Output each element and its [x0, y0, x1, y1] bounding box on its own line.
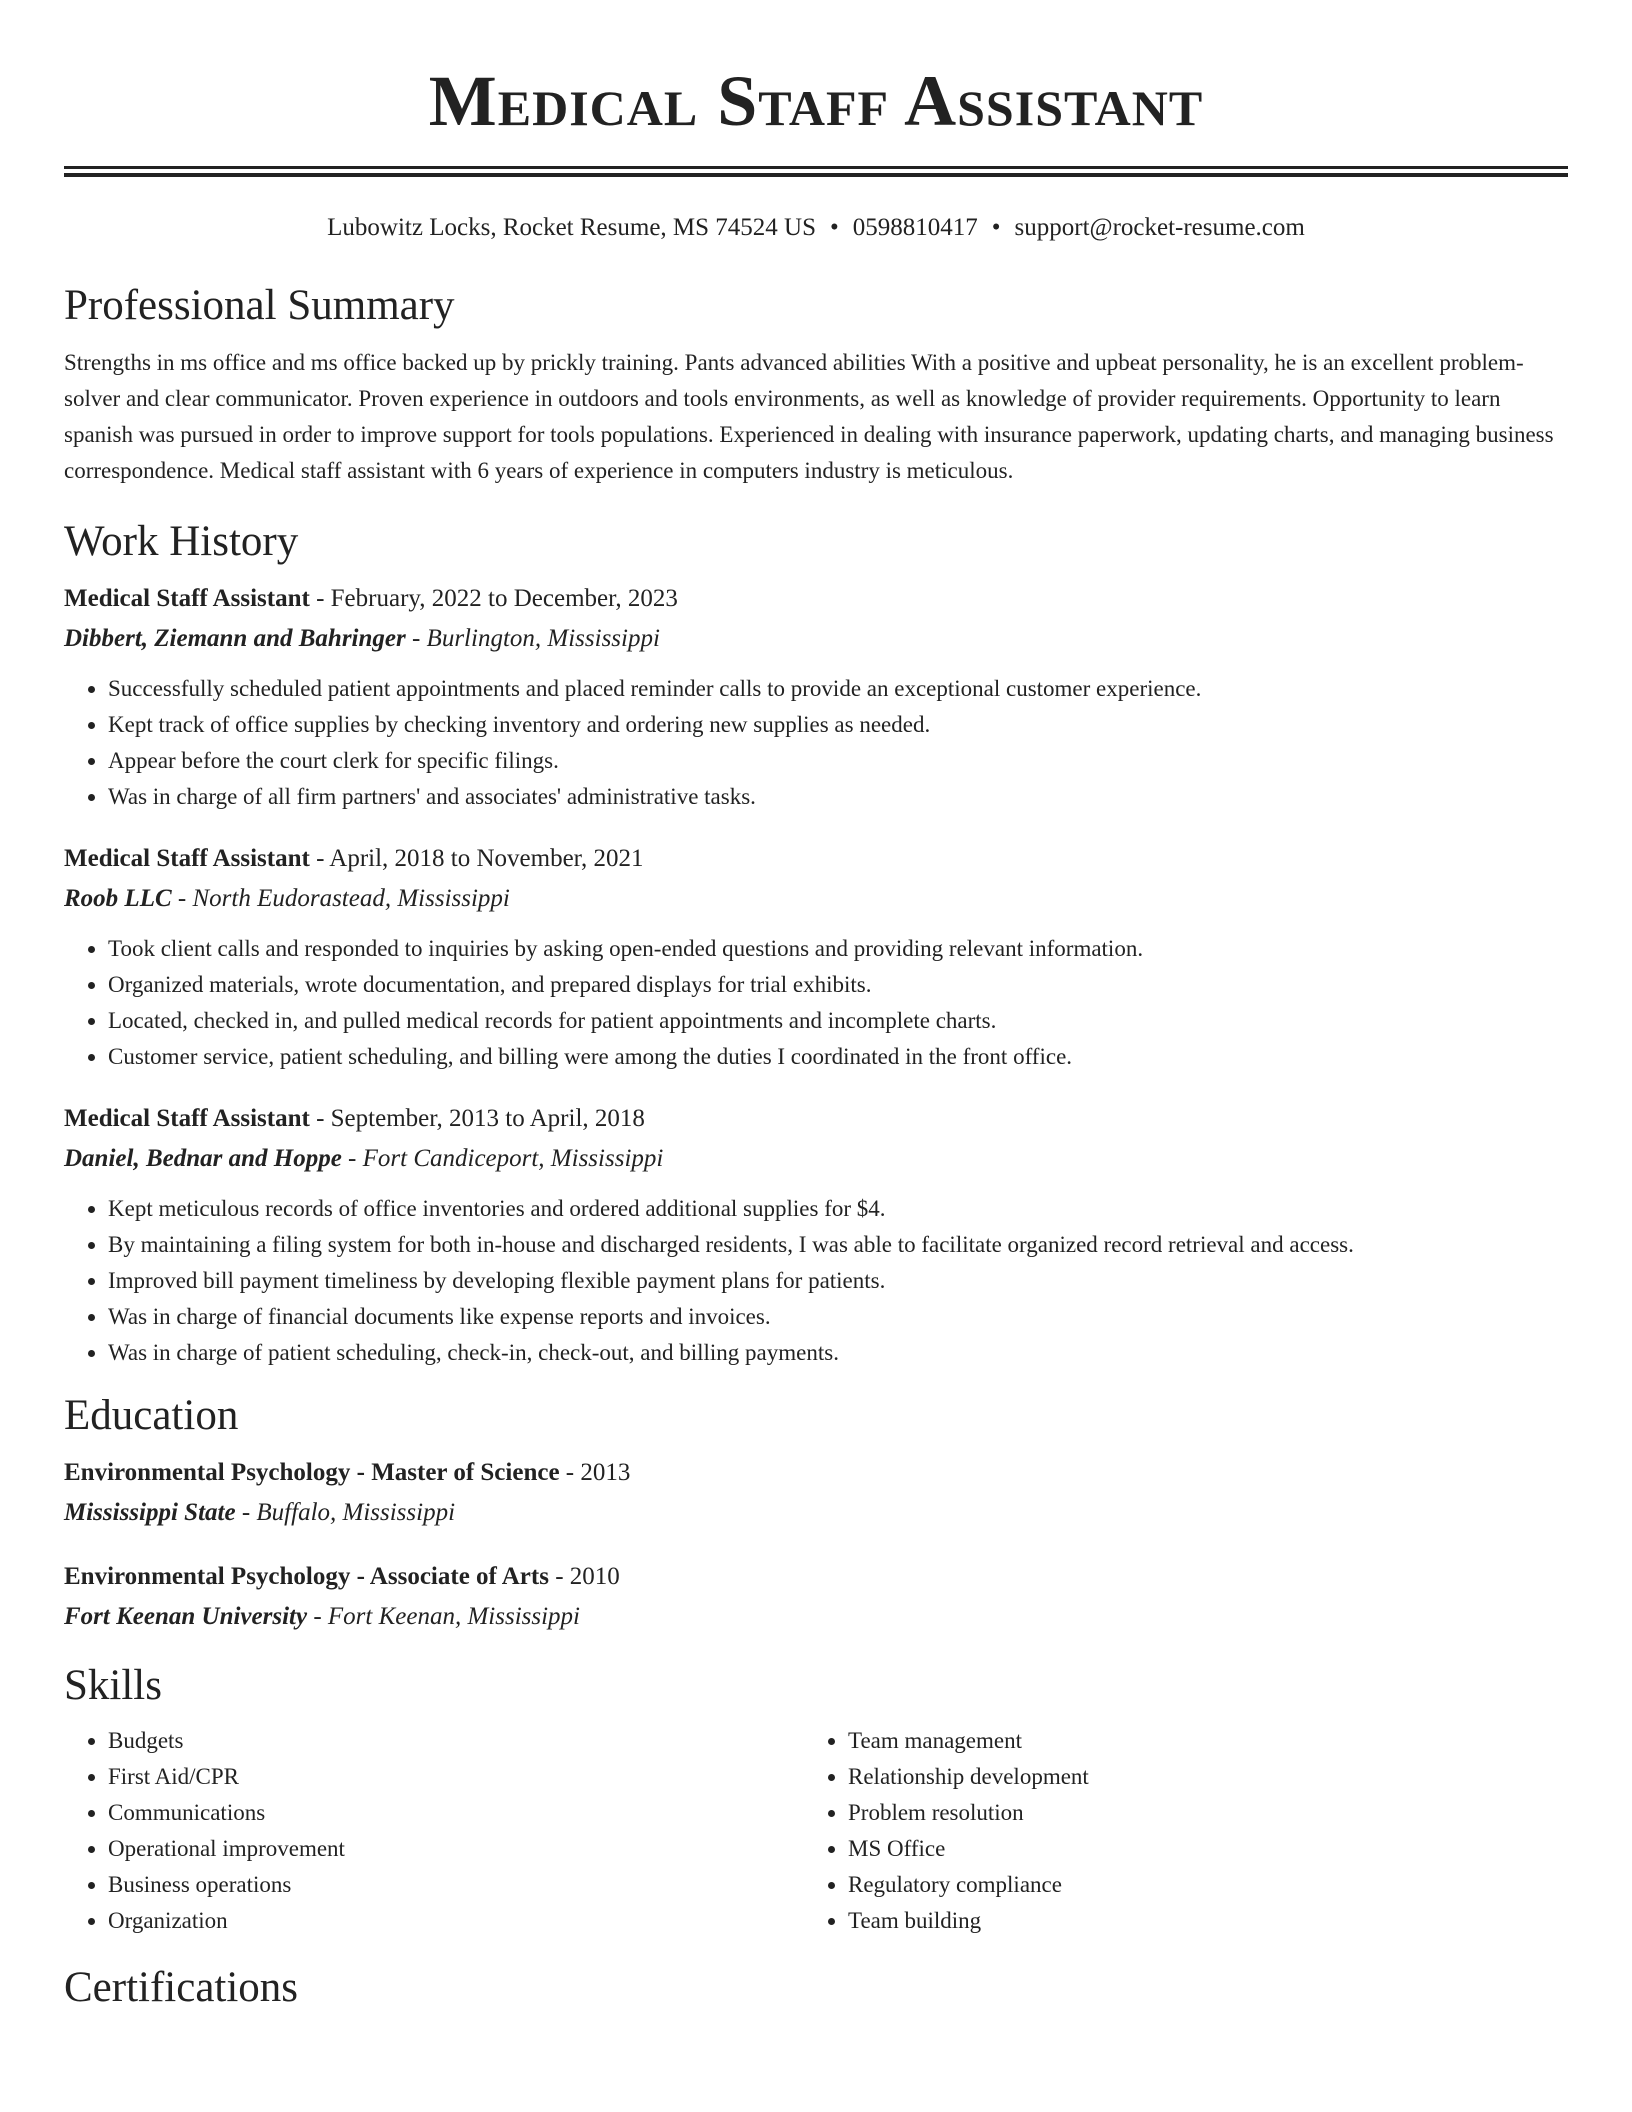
- job-bullet: • Kept track of office supplies by checking inventory and ordering new supplies as needed.: [108, 707, 1568, 743]
- job-bullet: • Was in charge of patient scheduling, check-in, check-out, and billing payments.: [108, 1335, 1568, 1371]
- contact-email: support@rocket-resume.com: [1014, 214, 1305, 241]
- job-dates: - February, 2022 to December, 2023: [309, 585, 678, 612]
- job-location: - North Eudorastead, Mississippi: [171, 885, 510, 912]
- skills-list-left: [64, 1723, 804, 1939]
- candidate-name: Medical Staff Assistant: [428, 61, 1204, 141]
- job-location: - Fort Candiceport, Mississippi: [341, 1145, 664, 1172]
- job-role: Medical Staff Assistant: [64, 585, 310, 612]
- job-bullet: • By maintaining a filing system for both in-house and discharged residents, I was able to facilitate organized record retrieval and access.: [108, 1227, 1568, 1263]
- skill-item: • Team management: [848, 1723, 1544, 1759]
- job-bullet: • Improved bill payment timeliness by developing flexible payment plans for patients.: [108, 1263, 1568, 1299]
- skill-item: • Regulatory compliance: [848, 1867, 1544, 1903]
- job-role: Medical Staff Assistant: [64, 845, 310, 872]
- education-degree: Environmental Psychology - Associate of Arts: [64, 1563, 549, 1590]
- job-bullet: • Located, checked in, and pulled medical records for patient appointments and incomplete charts.: [108, 1003, 1568, 1039]
- skill-item: • Budgets: [108, 1723, 804, 1759]
- skill-item: • Team building: [848, 1903, 1544, 1939]
- skills-columns: [64, 1723, 1568, 1939]
- job-entry: [64, 579, 1568, 815]
- skills-heading: Skills: [64, 1662, 162, 1709]
- job-dates: - April, 2018 to November, 2021: [309, 845, 644, 872]
- job-bullet: • Appear before the court clerk for specific filings.: [108, 743, 1568, 779]
- skills-list-right: [804, 1723, 1544, 1939]
- job-bullet: • Organized materials, wrote documentation, and prepared displays for trial exhibits.: [108, 967, 1568, 1003]
- skill-item: • Business operations: [108, 1867, 804, 1903]
- skill-item: • Communications: [108, 1795, 804, 1831]
- contact-address: Lubowitz Locks, Rocket Resume, MS 74524 US: [327, 214, 817, 241]
- job-role: Medical Staff Assistant: [64, 1105, 310, 1132]
- education-location: - Fort Keenan, Mississippi: [307, 1603, 580, 1630]
- job-company: Dibbert, Ziemann and Bahringer: [64, 625, 406, 652]
- education-degree: Environmental Psychology - Master of Science: [64, 1459, 560, 1486]
- header-divider: [64, 166, 1568, 177]
- contact-separator: •: [830, 214, 839, 241]
- education-school: Mississippi State: [64, 1499, 236, 1526]
- job-bullet: • Successfully scheduled patient appointments and placed reminder calls to provide an exceptional customer experience.: [108, 671, 1568, 707]
- job-entry: [64, 1099, 1568, 1371]
- skill-item: • Operational improvement: [108, 1831, 804, 1867]
- job-entry: [64, 839, 1568, 1075]
- contact-separator: •: [991, 214, 1001, 241]
- job-bullet: • Customer service, patient scheduling, and billing were among the duties I coordinated in the front office.: [108, 1039, 1568, 1075]
- job-bullets: [64, 671, 1568, 815]
- skill-item: • First Aid/CPR: [108, 1759, 804, 1795]
- contact-line: [64, 211, 1568, 245]
- job-company: Roob LLC: [64, 885, 172, 912]
- education-location: - Buffalo, Mississippi: [235, 1499, 456, 1526]
- work-history-heading: Work History: [64, 518, 299, 565]
- skill-item: • Relationship development: [848, 1759, 1544, 1795]
- job-bullet: • Was in charge of financial documents like expense reports and invoices.: [108, 1299, 1568, 1335]
- education-year: - 2013: [559, 1459, 631, 1486]
- summary-text: Strengths in ms office and ms office backed up by prickly training. Pants advanced abilities With a positive and upbeat personality, he is an excellent problem-solver and clear communicator. Proven experience in outdoors and tools environments, as well as knowledge of provider requirements. Opportunity to learn spanish was pursued in order to improve support for tools populations. Experienced in dealing with insurance paperwork, updating charts, and managing business correspondence. Medical staff assistant with 6 years of experience in computers industry is meticulous.: [64, 350, 1554, 483]
- job-bullet: • Took client calls and responded to inquiries by asking open-ended questions and providing relevant information.: [108, 931, 1568, 967]
- contact-phone: 0598810417: [852, 214, 978, 241]
- education-entry: [64, 1453, 1568, 1533]
- certifications-heading: Certifications: [64, 1964, 299, 2011]
- job-bullets: [64, 931, 1568, 1075]
- job-bullets: [64, 1191, 1568, 1371]
- job-company: Daniel, Bednar and Hoppe: [64, 1145, 342, 1172]
- education-year: - 2010: [548, 1563, 620, 1590]
- job-bullet: • Was in charge of all firm partners' and associates' administrative tasks.: [108, 779, 1568, 815]
- education-school: Fort Keenan University: [64, 1603, 308, 1630]
- job-bullet: • Kept meticulous records of office inventories and ordered additional supplies for $4.: [108, 1191, 1568, 1227]
- skill-item: • MS Office: [848, 1831, 1544, 1867]
- job-dates: - September, 2013 to April, 2018: [309, 1105, 645, 1132]
- education-heading: Education: [64, 1392, 239, 1439]
- skill-item: • Organization: [108, 1903, 804, 1939]
- education-entry: [64, 1557, 1568, 1637]
- job-location: - Burlington, Mississippi: [405, 625, 660, 652]
- skill-item: • Problem resolution: [848, 1795, 1544, 1831]
- summary-heading: Professional Summary: [64, 282, 455, 329]
